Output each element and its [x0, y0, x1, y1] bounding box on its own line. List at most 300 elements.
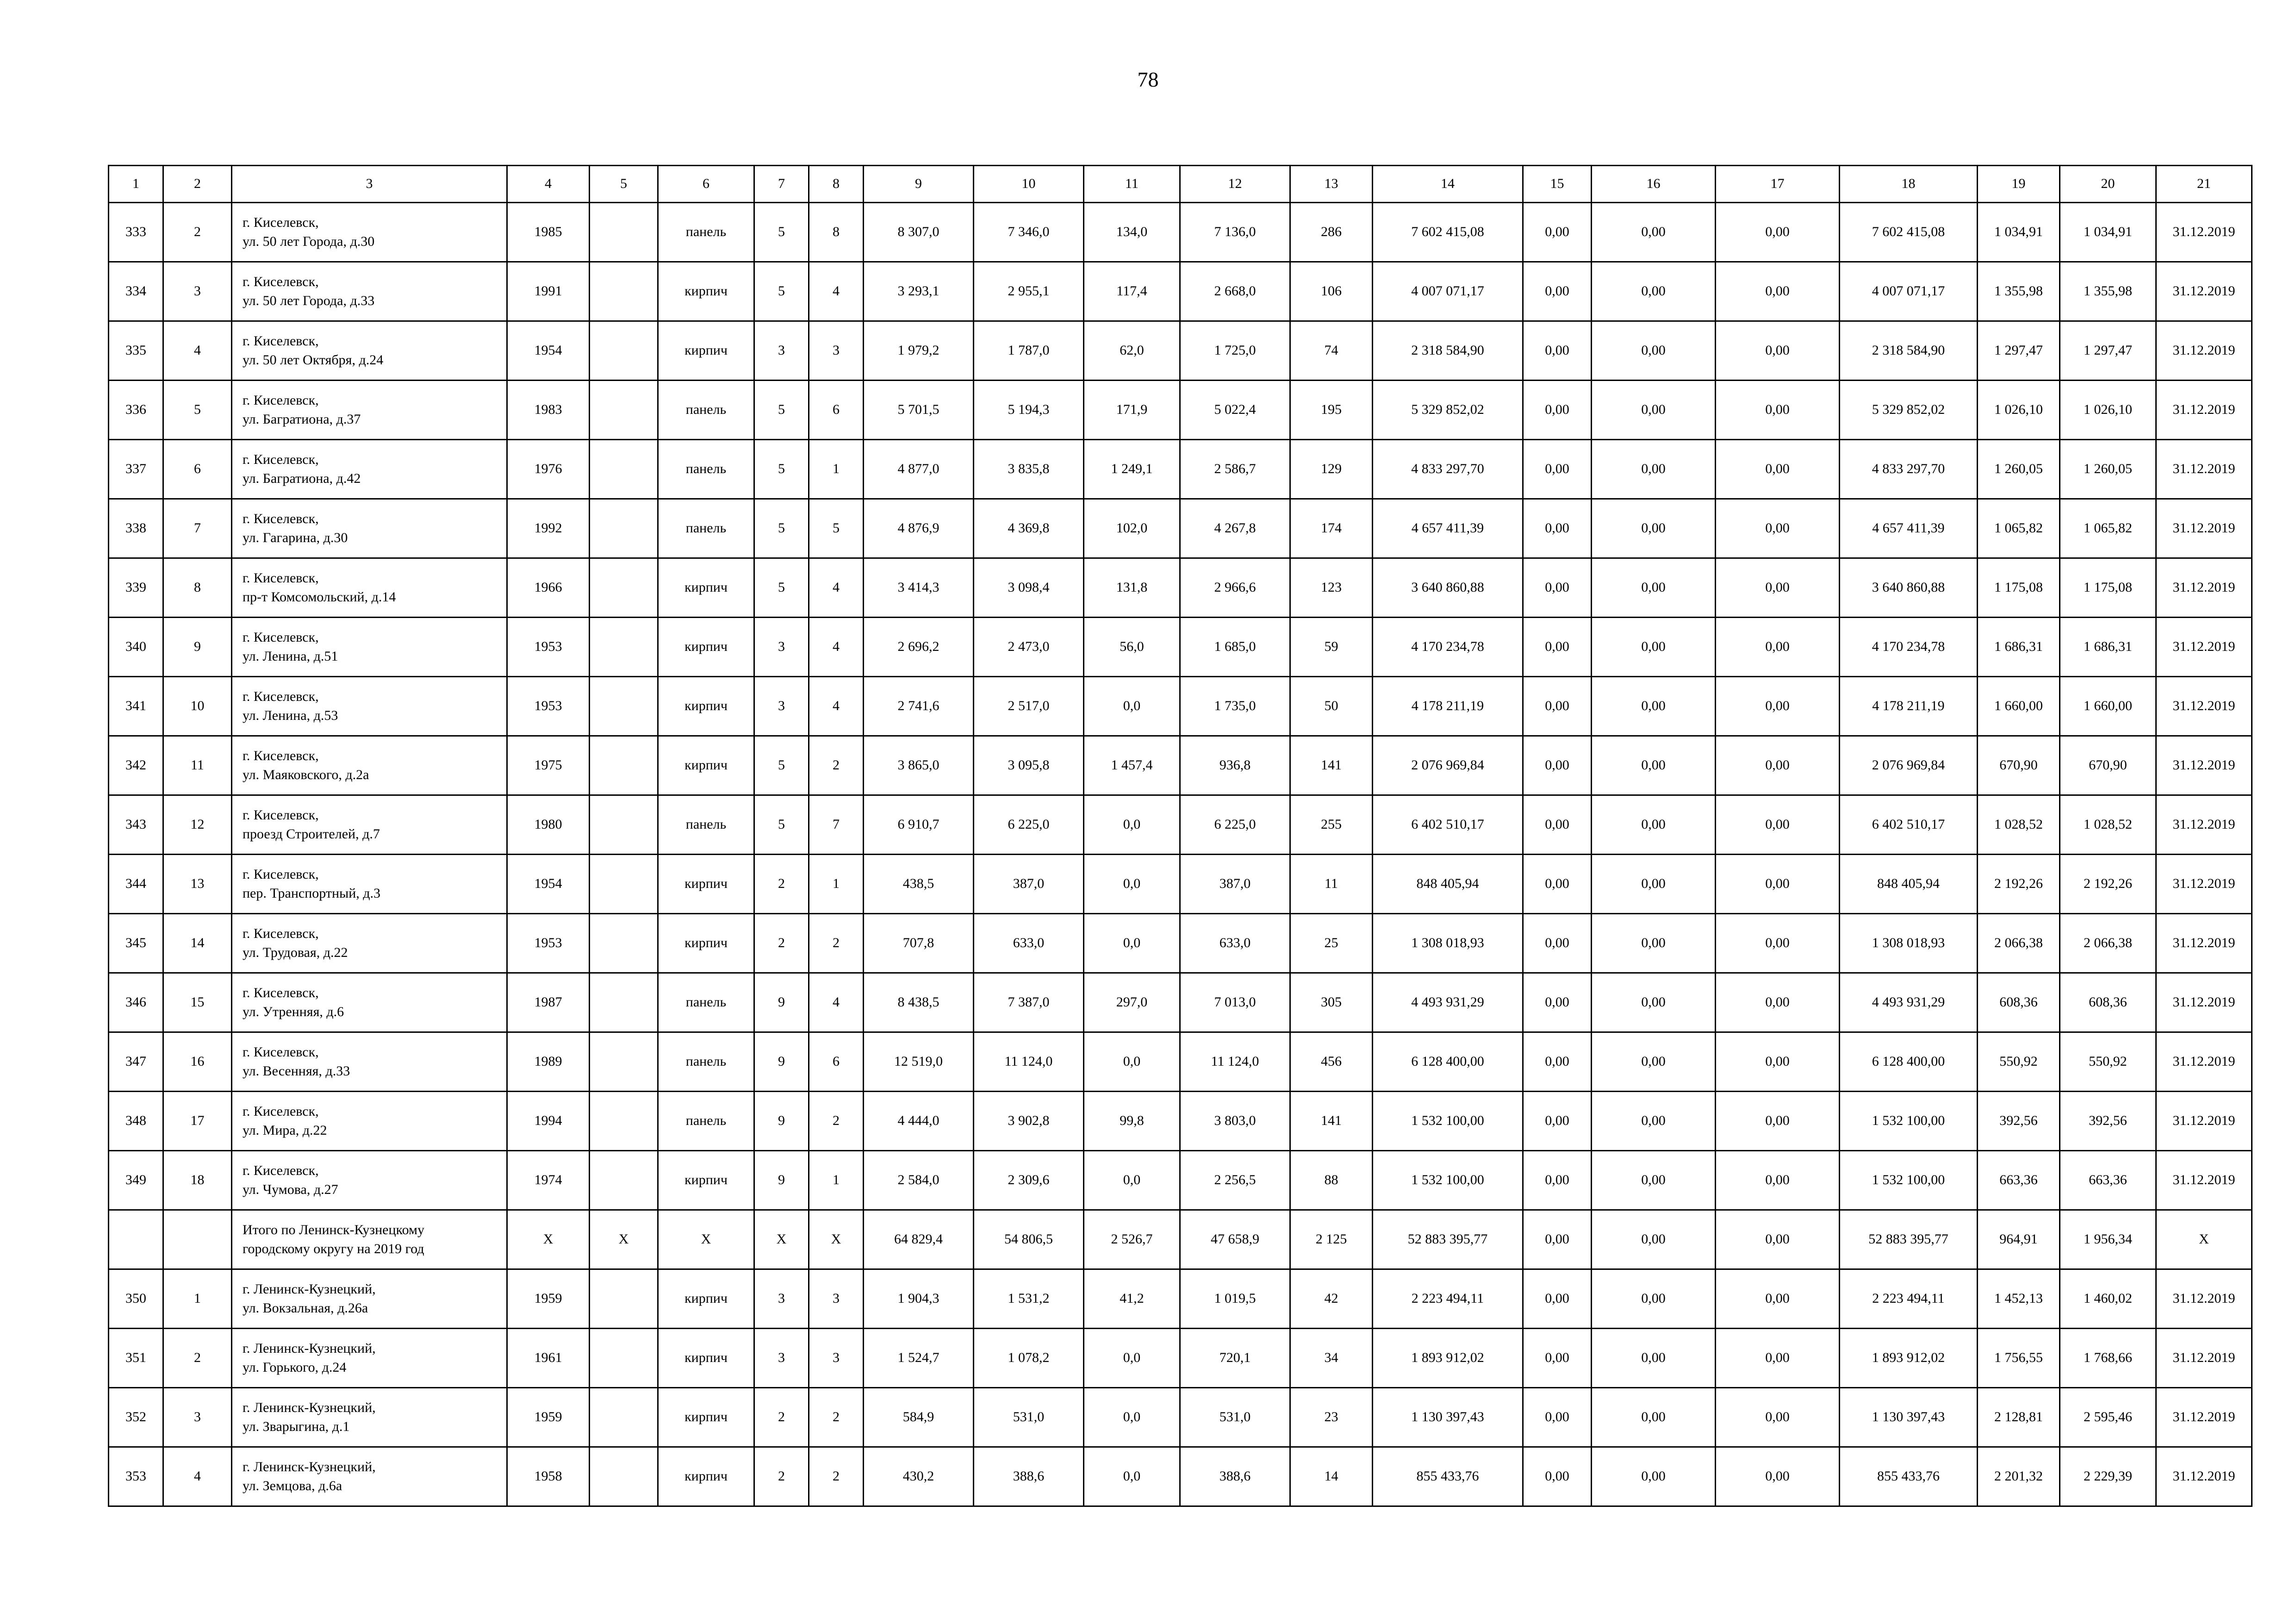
table-cell: 2: [809, 1447, 864, 1506]
table-cell: 1 019,5: [1180, 1269, 1290, 1329]
table-cell: панель: [658, 795, 754, 855]
table-cell: [590, 1092, 658, 1151]
table-cell: 3: [754, 1329, 809, 1388]
table-cell: 334: [109, 262, 163, 321]
table-cell: 0,00: [1592, 1210, 1716, 1269]
table-cell: 52 883 395,77: [1373, 1210, 1523, 1269]
table-cell: [590, 203, 658, 262]
column-header: 4: [507, 166, 590, 203]
table-cell: 4 007 071,17: [1840, 262, 1978, 321]
table-cell: 0,00: [1716, 203, 1840, 262]
address-line: г. Ленинск-Кузнецкий,: [243, 1281, 376, 1297]
table-cell: 23: [1290, 1388, 1373, 1447]
table-cell: 0,00: [1716, 381, 1840, 440]
address-line: ул. Утренняя, д.6: [243, 1004, 344, 1019]
table-cell: 5: [754, 262, 809, 321]
table-cell: 9: [754, 1151, 809, 1210]
table-cell: [590, 1388, 658, 1447]
table-cell: [590, 558, 658, 618]
table-cell: кирпич: [658, 1269, 754, 1329]
table-cell: 0,00: [1592, 1329, 1716, 1388]
address-cell: [232, 321, 507, 381]
address-line: ул. Ленина, д.53: [243, 707, 338, 723]
table-cell: 7 602 415,08: [1840, 203, 1978, 262]
table-cell: 4 170 234,78: [1840, 618, 1978, 677]
table-cell: 6: [163, 440, 232, 499]
table-cell: [590, 381, 658, 440]
table-cell: 663,36: [2060, 1151, 2156, 1210]
table-cell: 195: [1290, 381, 1373, 440]
table-cell: 31.12.2019: [2156, 1269, 2252, 1329]
address-line: ул. Трудовая, д.22: [243, 944, 348, 960]
table-cell: 0,00: [1716, 262, 1840, 321]
table-cell: 31.12.2019: [2156, 440, 2252, 499]
address-line: г. Ленинск-Кузнецкий,: [243, 1341, 376, 1356]
table-cell: 0,00: [1592, 558, 1716, 618]
table-cell: 2: [809, 1092, 864, 1151]
table-cell: 31.12.2019: [2156, 1032, 2252, 1092]
table-cell: 4: [809, 618, 864, 677]
table-cell: 0,00: [1716, 736, 1840, 795]
table-cell: 1 249,1: [1084, 440, 1180, 499]
address-cell: [232, 1210, 507, 1269]
table-cell: 936,8: [1180, 736, 1290, 795]
table-cell: 388,6: [1180, 1447, 1290, 1506]
column-header: 21: [2156, 166, 2252, 203]
table-cell: 52 883 395,77: [1840, 1210, 1978, 1269]
table-cell: 1: [809, 440, 864, 499]
table-cell: 0,00: [1523, 1269, 1592, 1329]
table-cell: 3 902,8: [974, 1092, 1084, 1151]
table-cell: 1958: [507, 1447, 590, 1506]
table-cell: 9: [754, 973, 809, 1032]
table-cell: 3 865,0: [864, 736, 974, 795]
table-cell: 1953: [507, 677, 590, 736]
table-cell: кирпич: [658, 262, 754, 321]
table-cell: 1 685,0: [1180, 618, 1290, 677]
table-cell: 106: [1290, 262, 1373, 321]
table-cell: 0,00: [1592, 262, 1716, 321]
table-cell: 346: [109, 973, 163, 1032]
table-cell: 6: [809, 381, 864, 440]
table-cell: 3: [754, 677, 809, 736]
table-cell: 0,00: [1523, 1032, 1592, 1092]
table-cell: 348: [109, 1092, 163, 1151]
column-header: 6: [658, 166, 754, 203]
table-cell: [590, 736, 658, 795]
table-cell: 0,00: [1592, 618, 1716, 677]
table-cell: 4 178 211,19: [1373, 677, 1523, 736]
table-cell: 2: [163, 1329, 232, 1388]
table-cell: панель: [658, 440, 754, 499]
table-row: [109, 1032, 2252, 1092]
table-cell: 2: [809, 736, 864, 795]
address-line: г. Киселевск,: [243, 807, 319, 823]
table-cell: 1987: [507, 973, 590, 1032]
table-cell: Х: [809, 1210, 864, 1269]
address-line: г. Киселевск,: [243, 1044, 319, 1060]
table-cell: 0,00: [1523, 736, 1592, 795]
table-cell: 4: [809, 262, 864, 321]
table-cell: 0,00: [1716, 1447, 1840, 1506]
table-cell: 54 806,5: [974, 1210, 1084, 1269]
table-row: [109, 855, 2252, 914]
table-cell: 550,92: [2060, 1032, 2156, 1092]
table-cell: 1985: [507, 203, 590, 262]
table-cell: 1 660,00: [1978, 677, 2060, 736]
table-cell: 352: [109, 1388, 163, 1447]
table-cell: 1959: [507, 1269, 590, 1329]
table-cell: Х: [658, 1210, 754, 1269]
table-cell: 0,00: [1592, 1092, 1716, 1151]
table-cell: 663,36: [1978, 1151, 2060, 1210]
column-header: 2: [163, 166, 232, 203]
address-line: г. Киселевск,: [243, 748, 319, 763]
address-line: г. Киселевск,: [243, 867, 319, 882]
column-header: 11: [1084, 166, 1180, 203]
table-cell: 0,00: [1716, 558, 1840, 618]
table-cell: 1 524,7: [864, 1329, 974, 1388]
table-cell: 3: [754, 1269, 809, 1329]
table-cell: 1953: [507, 914, 590, 973]
table-cell: [590, 1151, 658, 1210]
table-cell: 0,00: [1523, 855, 1592, 914]
table-cell: 2: [809, 914, 864, 973]
table-cell: 4 444,0: [864, 1092, 974, 1151]
table-cell: 1954: [507, 855, 590, 914]
table-cell: 14: [163, 914, 232, 973]
table-cell: панель: [658, 499, 754, 558]
table-cell: 2: [754, 1388, 809, 1447]
table-cell: 8: [809, 203, 864, 262]
table-cell: 31.12.2019: [2156, 499, 2252, 558]
table-cell: 2 318 584,90: [1840, 321, 1978, 381]
table-cell: 0,00: [1592, 795, 1716, 855]
table-cell: 1976: [507, 440, 590, 499]
table-cell: 1 355,98: [1978, 262, 2060, 321]
address-line: г. Киселевск,: [243, 630, 319, 645]
table-cell: 392,56: [2060, 1092, 2156, 1151]
table-cell: 31.12.2019: [2156, 736, 2252, 795]
table-cell: 141: [1290, 1092, 1373, 1151]
table-cell: 1 028,52: [1978, 795, 2060, 855]
address-line: Итого по Ленинск-Кузнецкому: [243, 1222, 424, 1237]
table-cell: 1 130 397,43: [1373, 1388, 1523, 1447]
address-line: ул. Багратиона, д.42: [243, 470, 361, 486]
table-cell: 1 065,82: [2060, 499, 2156, 558]
table-cell: 5: [163, 381, 232, 440]
address-line: пр-т Комсомольский, д.14: [243, 589, 396, 605]
table-cell: 31.12.2019: [2156, 262, 2252, 321]
table-cell: 0,0: [1084, 1447, 1180, 1506]
table-cell: 2 966,6: [1180, 558, 1290, 618]
table-cell: 31.12.2019: [2156, 558, 2252, 618]
table-cell: 855 433,76: [1840, 1447, 1978, 1506]
table-cell: 633,0: [1180, 914, 1290, 973]
table-cell: 0,00: [1523, 262, 1592, 321]
table-cell: 99,8: [1084, 1092, 1180, 1151]
table-cell: 531,0: [974, 1388, 1084, 1447]
page-number: 78: [1137, 68, 1159, 91]
table-cell: 42: [1290, 1269, 1373, 1329]
table-row: [109, 203, 2252, 262]
table-cell: 174: [1290, 499, 1373, 558]
table-cell: 1 028,52: [2060, 795, 2156, 855]
table-cell: 1 308 018,93: [1840, 914, 1978, 973]
table-cell: 1 355,98: [2060, 262, 2156, 321]
table-cell: 342: [109, 736, 163, 795]
table-cell: панель: [658, 1092, 754, 1151]
table-cell: 0,00: [1523, 203, 1592, 262]
address-cell: [232, 855, 507, 914]
table-cell: 2 473,0: [974, 618, 1084, 677]
table-cell: 4 833 297,70: [1840, 440, 1978, 499]
column-header: 16: [1592, 166, 1716, 203]
table-cell: 7 346,0: [974, 203, 1084, 262]
table-cell: 1 979,2: [864, 321, 974, 381]
table-cell: 1 078,2: [974, 1329, 1084, 1388]
table-cell: кирпич: [658, 558, 754, 618]
table-cell: 0,00: [1716, 618, 1840, 677]
table-cell: 0,0: [1084, 914, 1180, 973]
table-cell: 0,0: [1084, 855, 1180, 914]
address-line: ул. Багратиона, д.37: [243, 411, 361, 427]
address-cell: [232, 1329, 507, 1388]
table-cell: 2: [163, 203, 232, 262]
table-cell: 31.12.2019: [2156, 321, 2252, 381]
table-cell: 0,00: [1592, 1388, 1716, 1447]
table-cell: 4: [163, 1447, 232, 1506]
table-cell: 392,56: [1978, 1092, 2060, 1151]
table-cell: [590, 1269, 658, 1329]
table-cell: 0,00: [1716, 1329, 1840, 1388]
table-cell: 1 260,05: [2060, 440, 2156, 499]
table-row: [109, 499, 2252, 558]
table-cell: 2 128,81: [1978, 1388, 2060, 1447]
table-cell: 1953: [507, 618, 590, 677]
column-header: 18: [1840, 166, 1978, 203]
table-cell: 1 452,13: [1978, 1269, 2060, 1329]
table-cell: 1 735,0: [1180, 677, 1290, 736]
table-cell: 1: [809, 1151, 864, 1210]
table-cell: [590, 321, 658, 381]
table-cell: 12 519,0: [864, 1032, 974, 1092]
header-row: [109, 166, 2252, 203]
table-cell: 6 402 510,17: [1840, 795, 1978, 855]
address-line: ул. Мира, д.22: [243, 1122, 327, 1138]
table-row: [109, 973, 2252, 1032]
table-cell: 1 686,31: [1978, 618, 2060, 677]
address-line: городскому округу на 2019 год: [243, 1241, 424, 1256]
table-cell: 339: [109, 558, 163, 618]
table-cell: 0,00: [1523, 1210, 1592, 1269]
column-header: 9: [864, 166, 974, 203]
table-cell: 2 309,6: [974, 1151, 1084, 1210]
table-cell: [590, 677, 658, 736]
table-cell: 0,00: [1523, 914, 1592, 973]
table-cell: 2: [754, 855, 809, 914]
table-cell: 438,5: [864, 855, 974, 914]
address-cell: [232, 262, 507, 321]
address-cell: [232, 914, 507, 973]
table-cell: 353: [109, 1447, 163, 1506]
table-cell: 5 022,4: [1180, 381, 1290, 440]
column-header: 8: [809, 166, 864, 203]
table-cell: [590, 618, 658, 677]
table-cell: 3: [809, 1329, 864, 1388]
table-cell: [590, 1447, 658, 1506]
address-cell: [232, 558, 507, 618]
table-cell: 255: [1290, 795, 1373, 855]
table-cell: 1 532 100,00: [1840, 1092, 1978, 1151]
table-cell: 31.12.2019: [2156, 203, 2252, 262]
table-cell: 0,00: [1716, 914, 1840, 973]
table-cell: 3: [163, 262, 232, 321]
table-cell: 171,9: [1084, 381, 1180, 440]
table-cell: 0,00: [1592, 677, 1716, 736]
table-cell: 3 293,1: [864, 262, 974, 321]
table-cell: 12: [163, 795, 232, 855]
table-cell: 1 026,10: [1978, 381, 2060, 440]
table-cell: 1 956,34: [2060, 1210, 2156, 1269]
table-cell: 2 696,2: [864, 618, 974, 677]
table-cell: 0,00: [1716, 499, 1840, 558]
table-cell: 1 026,10: [2060, 381, 2156, 440]
table-cell: 305: [1290, 973, 1373, 1032]
table-cell: 0,00: [1523, 1447, 1592, 1506]
table-cell: 1 756,55: [1978, 1329, 2060, 1388]
table-row: [109, 914, 2252, 973]
table-cell: Х: [754, 1210, 809, 1269]
address-cell: [232, 1032, 507, 1092]
table-row: [109, 1269, 2252, 1329]
table-cell: 1 532 100,00: [1373, 1092, 1523, 1151]
table-cell: 0,00: [1716, 1388, 1840, 1447]
column-header: 10: [974, 166, 1084, 203]
table-cell: 0,00: [1592, 973, 1716, 1032]
table-row: [109, 1388, 2252, 1447]
table-cell: 11 124,0: [1180, 1032, 1290, 1092]
table-cell: кирпич: [658, 677, 754, 736]
column-header: 19: [1978, 166, 2060, 203]
table-cell: панель: [658, 381, 754, 440]
table-cell: 0,00: [1523, 1092, 1592, 1151]
address-line: г. Ленинск-Кузнецкий,: [243, 1400, 376, 1415]
table-cell: 964,91: [1978, 1210, 2060, 1269]
table-cell: 0,00: [1716, 677, 1840, 736]
table-cell: 5 701,5: [864, 381, 974, 440]
table-cell: 1 893 912,02: [1373, 1329, 1523, 1388]
table-cell: 31.12.2019: [2156, 1151, 2252, 1210]
table-cell: 56,0: [1084, 618, 1180, 677]
table-row: [109, 1151, 2252, 1210]
table-cell: 4 877,0: [864, 440, 974, 499]
table-cell: 1 725,0: [1180, 321, 1290, 381]
table-cell: панель: [658, 973, 754, 1032]
table-cell: 31.12.2019: [2156, 1092, 2252, 1151]
table-cell: 335: [109, 321, 163, 381]
table-cell: [590, 914, 658, 973]
address-cell: [232, 677, 507, 736]
table-cell: 1 532 100,00: [1373, 1151, 1523, 1210]
table-cell: 2 741,6: [864, 677, 974, 736]
table-cell: 707,8: [864, 914, 974, 973]
table-cell: 345: [109, 914, 163, 973]
total-row: [109, 1210, 2252, 1269]
table-cell: 2: [754, 1447, 809, 1506]
address-line: пер. Транспортный, д.3: [243, 885, 381, 901]
table-cell: 13: [163, 855, 232, 914]
table-cell: 2 668,0: [1180, 262, 1290, 321]
table-row: [109, 1329, 2252, 1388]
table-cell: 6 128 400,00: [1373, 1032, 1523, 1092]
table-cell: 3 095,8: [974, 736, 1084, 795]
address-cell: [232, 618, 507, 677]
table-cell: 0,0: [1084, 1151, 1180, 1210]
table-cell: 4 007 071,17: [1373, 262, 1523, 321]
table-cell: 1 460,02: [2060, 1269, 2156, 1329]
table-cell: 340: [109, 618, 163, 677]
table-row: [109, 1092, 2252, 1151]
table-cell: 31.12.2019: [2156, 618, 2252, 677]
table-cell: 0,00: [1523, 677, 1592, 736]
table-cell: 0,00: [1523, 381, 1592, 440]
table-cell: 2 223 494,11: [1373, 1269, 1523, 1329]
table-cell: 531,0: [1180, 1388, 1290, 1447]
address-line: г. Киселевск,: [243, 215, 319, 230]
address-line: г. Киселевск,: [243, 985, 319, 1000]
table-cell: 1: [163, 1269, 232, 1329]
table-cell: 0,00: [1523, 618, 1592, 677]
table-row: [109, 795, 2252, 855]
table-cell: 3: [754, 618, 809, 677]
table-cell: 4 493 931,29: [1373, 973, 1523, 1032]
address-line: ул. Горького, д.24: [243, 1359, 347, 1375]
table-cell: 0,0: [1084, 677, 1180, 736]
table-cell: 64 829,4: [864, 1210, 974, 1269]
table-cell: 341: [109, 677, 163, 736]
table-cell: 2 223 494,11: [1840, 1269, 1978, 1329]
table-cell: 3: [809, 321, 864, 381]
table-cell: 2 066,38: [1978, 914, 2060, 973]
table-cell: 4 657 411,39: [1840, 499, 1978, 558]
table-cell: 0,00: [1592, 1032, 1716, 1092]
table-cell: 25: [1290, 914, 1373, 973]
table-cell: кирпич: [658, 321, 754, 381]
address-line: ул. Земцова, д.6а: [243, 1478, 342, 1493]
table-cell: 2 526,7: [1084, 1210, 1180, 1269]
table-cell: 1991: [507, 262, 590, 321]
table-cell: кирпич: [658, 1329, 754, 1388]
table-cell: 670,90: [2060, 736, 2156, 795]
address-cell: [232, 795, 507, 855]
column-header: 7: [754, 166, 809, 203]
table-cell: 11 124,0: [974, 1032, 1084, 1092]
table-cell: 9: [754, 1092, 809, 1151]
table-cell: 1 130 397,43: [1840, 1388, 1978, 1447]
table-row: [109, 440, 2252, 499]
table-cell: 15: [163, 973, 232, 1032]
address-line: г. Киселевск,: [243, 689, 319, 704]
table-cell: 0,00: [1716, 1032, 1840, 1092]
table-cell: 1 686,31: [2060, 618, 2156, 677]
table-cell: 6 225,0: [974, 795, 1084, 855]
table-cell: 351: [109, 1329, 163, 1388]
table-cell: 8: [163, 558, 232, 618]
table-cell: 3 640 860,88: [1840, 558, 1978, 618]
table-cell: 31.12.2019: [2156, 795, 2252, 855]
table-cell: 2 229,39: [2060, 1447, 2156, 1506]
